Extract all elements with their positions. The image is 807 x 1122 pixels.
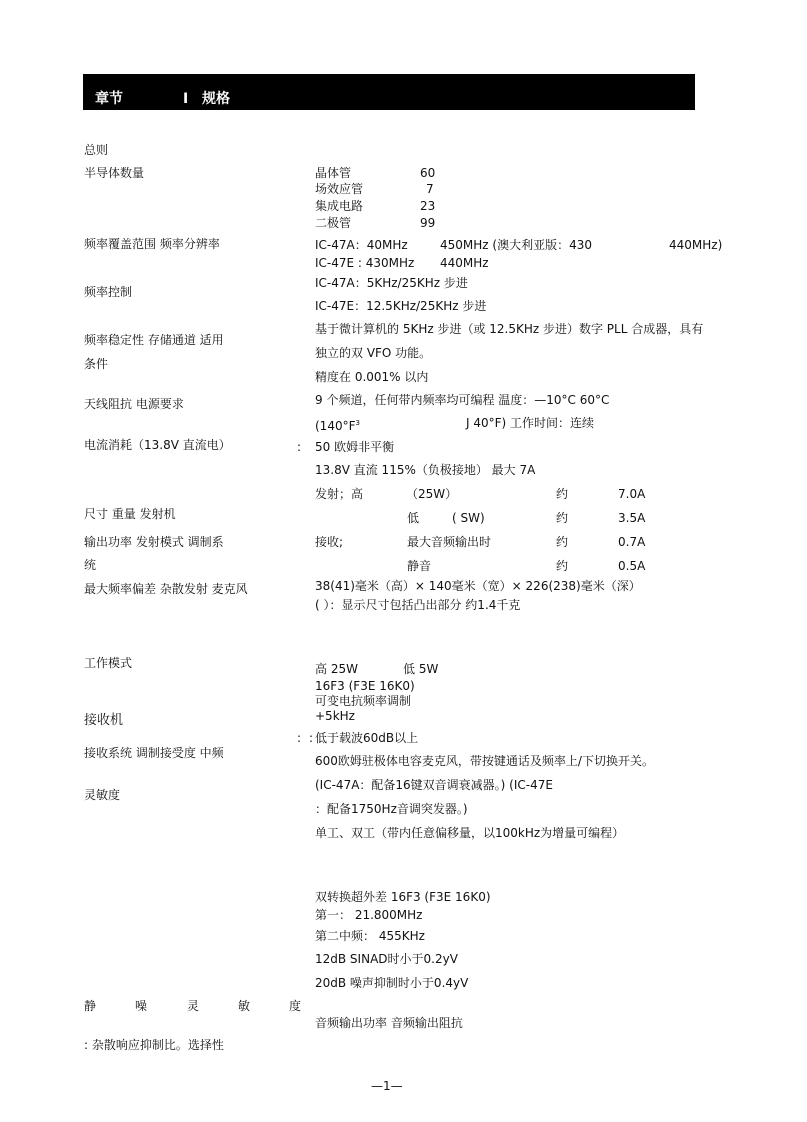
rx-max-current: 0.7A	[618, 535, 646, 549]
freq-ic47e-upper: 440MHz	[440, 256, 489, 270]
spurious-colon: :	[309, 731, 314, 745]
first-if: 第一： 21.800MHz	[315, 908, 423, 922]
power-high: 高 25W	[315, 662, 358, 676]
semi-count: 23	[420, 199, 436, 213]
rx-squelch: 静音	[407, 559, 432, 573]
sensitivity-value: 12dB SINAD时小于0.2yV	[315, 952, 458, 966]
chapter-number: I	[183, 91, 189, 107]
receiver-colon: :	[297, 731, 302, 745]
temp-f-value: (140°F	[315, 419, 356, 433]
label-operating-mode: 工作模式	[84, 656, 133, 670]
section-receiver: 接收机	[84, 713, 124, 728]
chapter-title: 规格	[202, 91, 230, 107]
label-current-consumption: 电流消耗（13.8V 直流电）	[84, 438, 231, 452]
approx-label: 约	[556, 511, 569, 525]
label-spurious-selectivity: : 杂散响应抑制比。选择性	[84, 1038, 224, 1052]
freq-ic47a-range: IC-47A：40MHz	[315, 238, 408, 252]
power-requirement: 13.8V 直流 115%（负极接地） 最大 7A	[315, 463, 536, 477]
page-number: —1—	[371, 1079, 403, 1093]
mic-ic47a-note: (IC-47A：配备16键双音调衰减器。) (IC-47E	[315, 778, 553, 792]
squelch-sensitivity-value: 20dB 噪声抑制时小于0.4yV	[315, 976, 469, 990]
power-low: 低 5W	[403, 662, 439, 676]
semi-count: 99	[420, 216, 436, 230]
freq-ic47a-upper: 450MHz (澳大利亚版：430	[440, 238, 592, 252]
label-deviation-mic: 最大频率偏差 杂散发射 麦克风	[84, 582, 248, 596]
chapter-label: 章节	[95, 91, 123, 107]
tx-high-current: 7.0A	[618, 487, 646, 501]
dimensions: 38(41)毫米（高）× 140毫米（宽）× 226(238)毫米（深）	[315, 579, 641, 593]
label-squelch-char-5: 度	[289, 999, 302, 1013]
label-freq-control: 频率控制	[84, 285, 133, 299]
audio-output: 音频输出功率 音频输出阻抗	[315, 1016, 463, 1030]
temp-f-start	[315, 416, 360, 433]
label-output-mode: 输出功率 发射模式 调制系	[84, 535, 224, 549]
approx-label: 约	[556, 487, 569, 501]
impedance-value: 50 欧姆非平衡	[315, 440, 395, 454]
section-general: 总则	[84, 143, 109, 157]
operating-mode-value: 单工、双工（带内任意偏移量，以100kHz为增量可编程）	[315, 826, 625, 840]
label-squelch-char-3: 灵	[187, 999, 200, 1013]
stability-value: 精度在 0.001% 以内	[315, 370, 429, 384]
modulation-system: 可变电抗频率调制	[315, 694, 412, 708]
approx-label: 约	[556, 559, 569, 573]
tx-high-power: （25W）	[406, 487, 458, 501]
spurious-emissions: 低于载波60dB以上	[315, 731, 419, 745]
pll-description-cont: 独立的双 VFO 功能。	[315, 346, 432, 360]
dimensions-note: ( ）：显示尺寸包括凸出部分 约1.4千克	[315, 598, 521, 612]
rx-label: 接收;	[315, 535, 344, 549]
step-ic47a: IC-47A：5KHz/25KHz 步进	[315, 276, 468, 290]
step-ic47e: IC-47E：12.5KHz/25KHz 步进	[315, 299, 487, 313]
approx-label: 约	[556, 535, 569, 549]
mic-ic47e-note: ：配备1750Hz音调突发器。)	[315, 802, 468, 816]
rx-max-audio: 最大音频输出时	[407, 535, 492, 549]
label-squelch-char-4: 敏	[238, 999, 251, 1013]
label-sensitivity: 灵敏度	[84, 788, 121, 802]
label-conditions: 条件	[84, 357, 109, 371]
current-colon: :	[297, 440, 302, 454]
label-semiconductors: 半导体数量	[84, 166, 145, 180]
label-freq-coverage: 频率覆盖范围 频率分辨率	[84, 237, 220, 251]
rx-squelch-current: 0.5A	[618, 559, 646, 573]
semi-name: 晶体管	[315, 166, 352, 180]
semi-name: 二极管	[315, 216, 352, 230]
label-antenna-power: 天线阻抗 电源要求	[84, 397, 184, 411]
chapter-header-banner	[83, 74, 695, 110]
freq-ic47e-range: IC-47E : 430MHz	[315, 256, 415, 270]
label-squelch-char-1: 静	[84, 999, 97, 1013]
label-size-weight-tx: 尺寸 重量 发射机	[84, 507, 176, 521]
temp-f-end: J 40°F) 工作时间：连续	[466, 416, 595, 430]
tx-low-label: 低	[407, 511, 420, 525]
pll-description: 基于微计算机的 5KHz 步进（或 12.5KHz 步进）数字 PLL 合成器，具有	[315, 322, 704, 336]
tx-low-current: 3.5A	[618, 511, 646, 525]
mic-description: 600欧姆驻极体电容麦克风，带按键通话及频率上/下切换开关。	[315, 754, 654, 768]
second-if: 第二中频： 455KHz	[315, 929, 425, 943]
freq-ic47a-aus: 440MHz)	[669, 238, 723, 252]
semi-name: 场效应管	[315, 182, 364, 196]
tx-low-power: ( SW)	[452, 511, 485, 525]
max-deviation: +5kHz	[315, 709, 355, 723]
rx-system-value: 双转换超外差 16F3 (F3E 16K0)	[315, 890, 491, 904]
emission-mode: 16F3 (F3E 16K0)	[315, 679, 415, 693]
semi-count: 7	[426, 182, 434, 196]
temp-f-superscript: 3	[355, 419, 360, 427]
label-rx-system: 接收系统 调制接受度 中频	[84, 746, 224, 760]
label-output-mode-cont: 统	[84, 558, 97, 572]
semi-name: 集成电路	[315, 199, 364, 213]
channels-temp: 9 个频道，任何带内频率均可编程 温度：—10°C 60°C	[315, 393, 610, 407]
label-stability-memory: 频率稳定性 存储通道 适用	[84, 333, 224, 347]
tx-label: 发射；高	[315, 487, 364, 501]
label-squelch-char-2: 噪	[135, 999, 148, 1013]
semi-count: 60	[420, 166, 436, 180]
